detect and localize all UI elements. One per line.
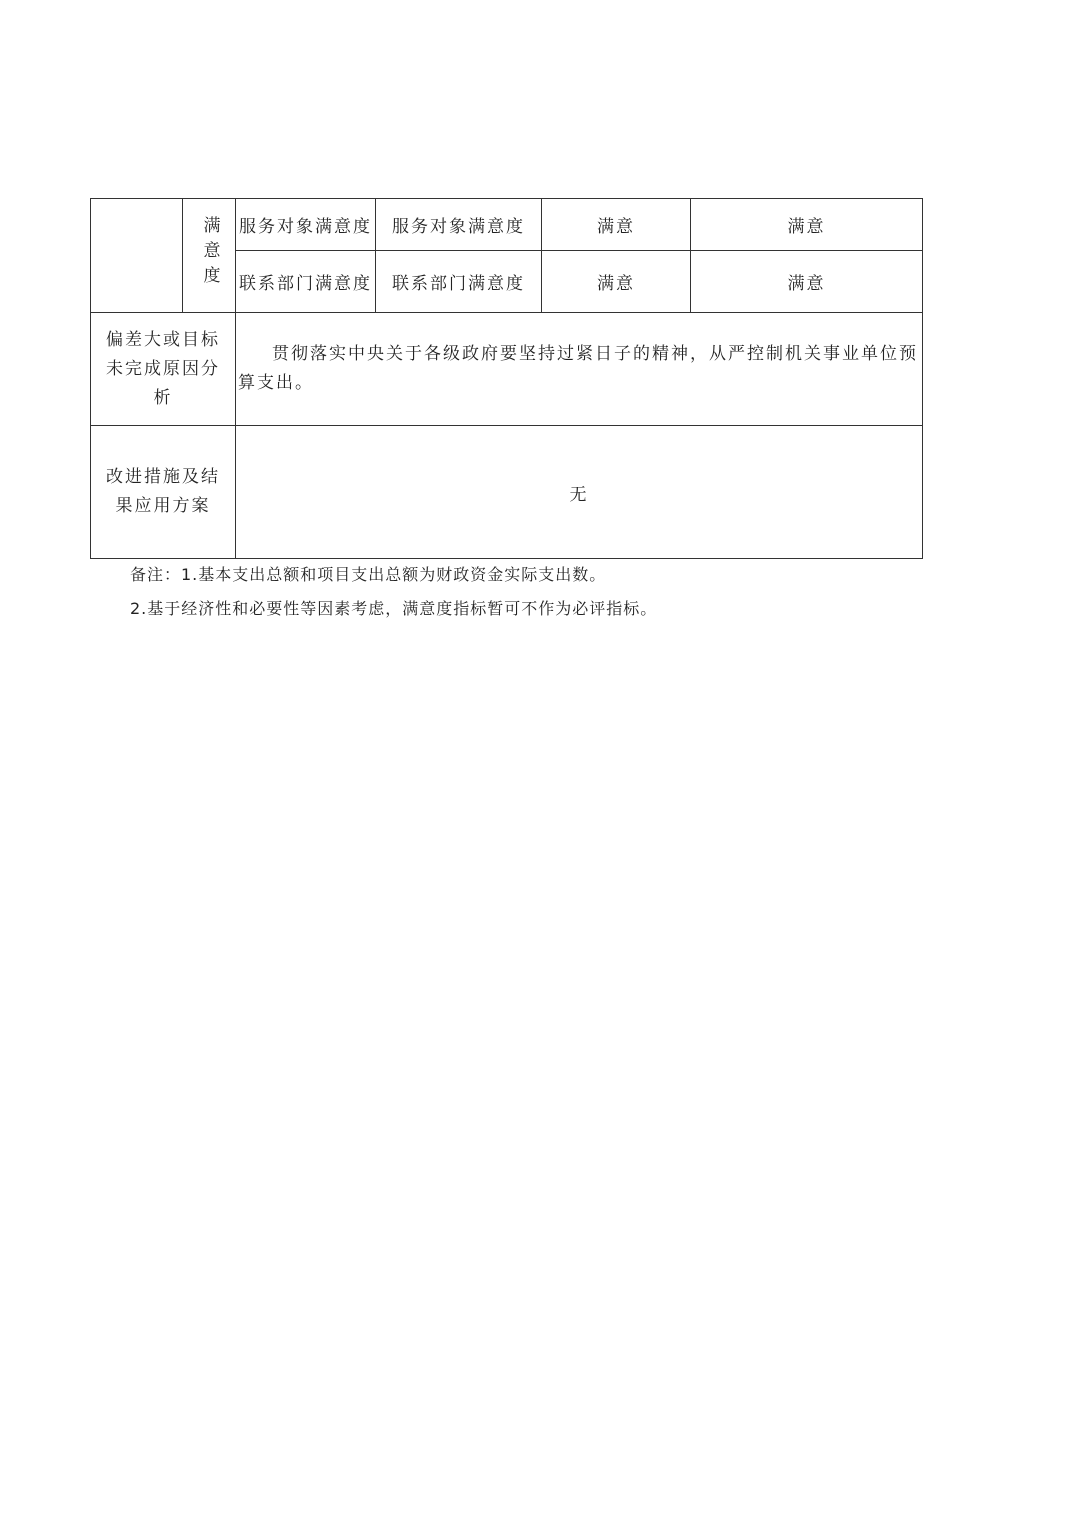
deviation-label: 偏差大或目标未完成原因分析 bbox=[106, 329, 220, 408]
tertiary-indicator-label: 联系部门满意度 bbox=[392, 274, 525, 294]
table-row bbox=[91, 199, 923, 251]
deviation-analysis-text: 贯彻落实中央关于各级政府要坚持过紧日子的精神，从严控制机关事业单位预算支出。 bbox=[238, 344, 918, 393]
improvement-label: 改进措施及结果应用方案 bbox=[106, 467, 220, 516]
deviation-text-cell bbox=[236, 313, 923, 426]
empty-primary-indicator-cell bbox=[91, 199, 183, 313]
actual-value-cell bbox=[691, 251, 923, 313]
secondary-indicator-cell bbox=[236, 251, 376, 313]
secondary-indicator-label: 服务对象满意度 bbox=[239, 217, 372, 237]
table-row bbox=[91, 426, 923, 559]
tertiary-indicator-cell bbox=[376, 251, 542, 313]
improvement-label-cell bbox=[91, 426, 236, 559]
target-value: 满意 bbox=[597, 274, 635, 294]
tertiary-indicator-label: 服务对象满意度 bbox=[392, 217, 525, 237]
secondary-indicator-label: 联系部门满意度 bbox=[239, 274, 372, 294]
target-value-cell bbox=[542, 251, 691, 313]
actual-value: 满意 bbox=[787, 274, 826, 294]
improvement-text-cell bbox=[236, 426, 923, 559]
footnote-1: 备注：1.基本支出总额和项目支出总额为财政资金实际支出数。 bbox=[130, 565, 607, 584]
deviation-label-cell bbox=[91, 313, 236, 426]
tertiary-indicator-cell bbox=[376, 199, 542, 251]
target-value: 满意 bbox=[597, 217, 635, 237]
performance-table bbox=[90, 198, 923, 559]
actual-value-cell bbox=[691, 199, 923, 251]
footnote-2: 2.基于经济性和必要性等因素考虑，满意度指标暂可不作为必评指标。 bbox=[130, 599, 658, 618]
satisfaction-category-cell bbox=[183, 199, 236, 313]
improvement-text: 无 bbox=[569, 484, 589, 505]
secondary-indicator-cell bbox=[236, 199, 376, 251]
target-value-cell bbox=[542, 199, 691, 251]
satisfaction-category-label: 满意度 bbox=[199, 215, 220, 291]
actual-value: 满意 bbox=[787, 217, 826, 237]
table-row bbox=[91, 313, 923, 426]
